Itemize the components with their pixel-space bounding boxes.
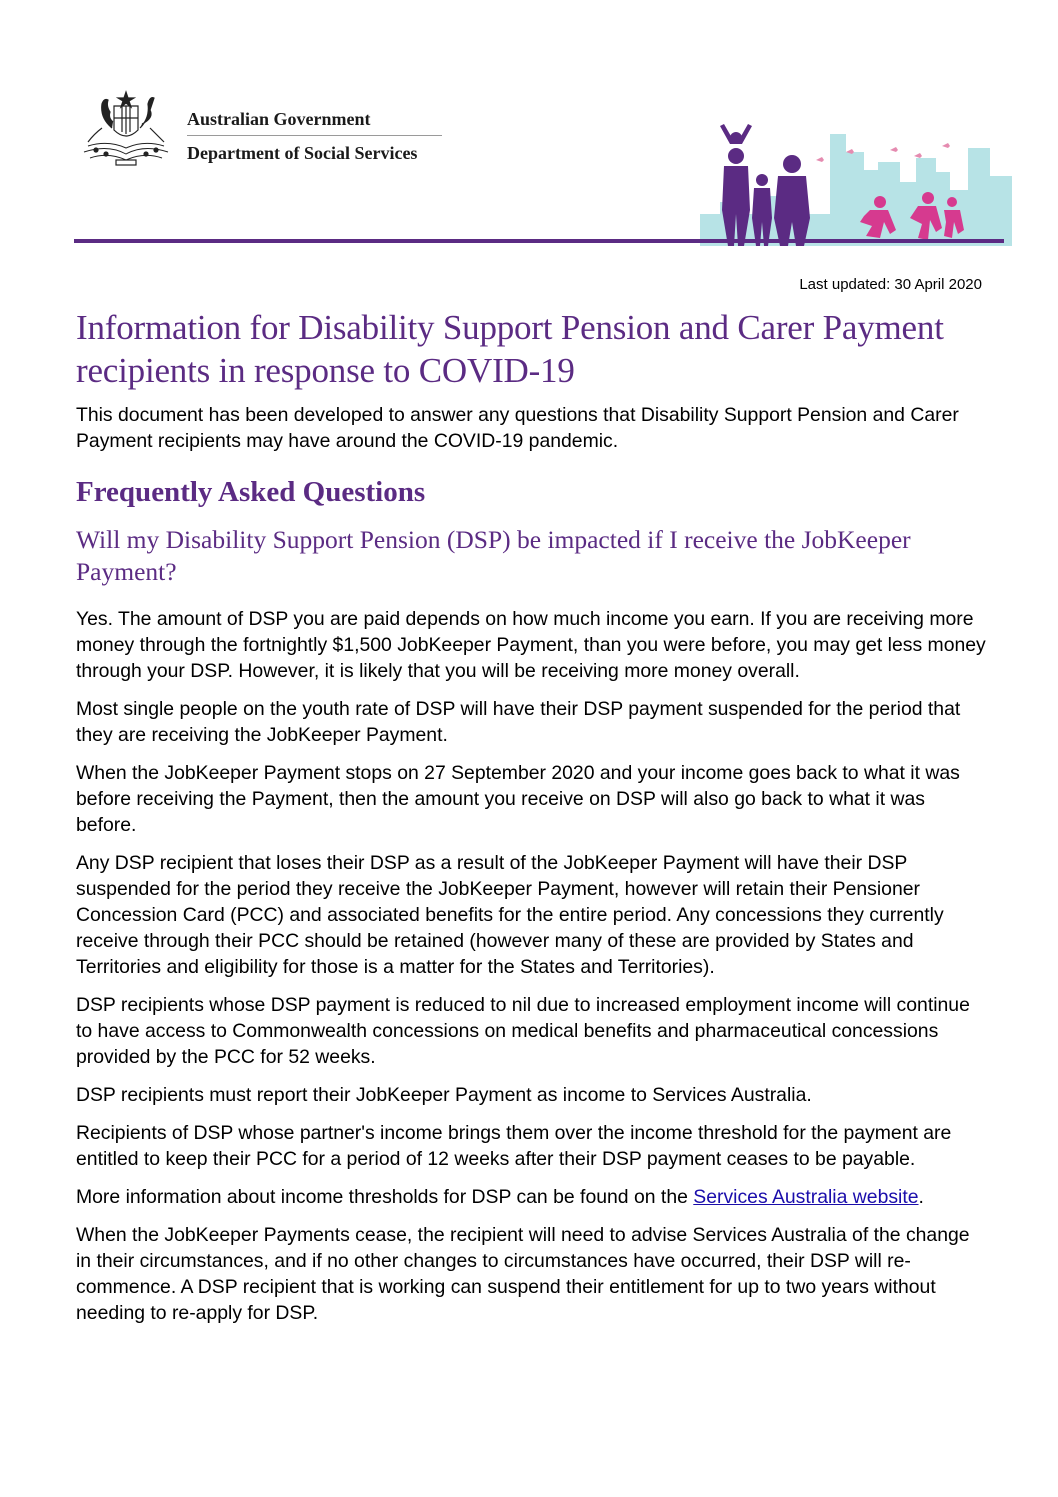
answer-paragraph: DSP recipients whose DSP payment is reduced to nil due to increased employment income will continue to have access to Commonwealth concessions on medical benefits and pharmaceutical concessions provided by the PCC for 52 weeks. bbox=[76, 994, 970, 1068]
answer-paragraph: DSP recipients must report their JobKeeper Payment as income to Services Australia. bbox=[76, 1084, 812, 1106]
more-info-paragraph bbox=[76, 1184, 986, 1210]
services-australia-link[interactable]: Services Australia website bbox=[693, 1186, 919, 1208]
family-skyline-illustration bbox=[700, 118, 1012, 246]
last-updated-date: Last updated: 30 April 2020 bbox=[799, 276, 982, 293]
document-title: Information for Disability Support Pension and Carer Payment recipients in response to COVID-19 bbox=[76, 308, 944, 390]
branding-divider bbox=[187, 135, 442, 136]
final-paragraph: When the JobKeeper Payments cease, the recipient will need to advise Services Australia of the change in their circumstances, and if no other changes to circumstances have occurred, their DSP will re-commence. A DSP recipient that is working can suspend their entitlement for up to two years without needing to re-apply for DSP. bbox=[76, 1224, 970, 1324]
more-info-end: . bbox=[918, 1186, 924, 1208]
answer-paragraph: When the JobKeeper Payment stops on 27 September 2020 and your income goes back to what it was before receiving the Payment, then the amount you receive on DSP will also go back to what it was before. bbox=[76, 762, 960, 836]
department-name: Department of Social Services bbox=[187, 143, 418, 163]
coat-of-arms-logo bbox=[78, 88, 174, 168]
header-divider bbox=[74, 239, 1004, 243]
answer-paragraph: Yes. The amount of DSP you are paid depends on how much income you earn. If you are receiving more money through the fortnightly $1,500 JobKeeper Payment, than you were before, you may get less money through your DSP. However, it is likely that you will be receiving more money overall. bbox=[76, 608, 986, 682]
government-branding bbox=[187, 106, 442, 166]
answer-paragraph: Most single people on the youth rate of DSP will have their DSP payment suspended for the period that they are receiving the JobKeeper Payment. bbox=[76, 698, 961, 746]
more-info-text: More information about income thresholds for DSP can be found on the bbox=[76, 1186, 694, 1208]
government-name: Australian Government bbox=[187, 109, 371, 129]
answer-paragraph: Any DSP recipient that loses their DSP as a result of the JobKeeper Payment will have their DSP suspended for the period they receive the JobKeeper Payment, however will retain their Pensioner Concession Card (PCC) and associated benefits for the entire period. Any concessions they currently receive through their PCC should be retained (however many of these are provided by States and Territories and eligibility for those is a matter for the States and Territories). bbox=[76, 852, 944, 978]
faq-heading: Frequently Asked Questions bbox=[76, 476, 426, 508]
answer-paragraph: Recipients of DSP whose partner's income brings them over the income threshold for the payment are entitled to keep their PCC for a period of 12 weeks after their DSP payment ceases to be payable. bbox=[76, 1122, 952, 1170]
intro-paragraph: This document has been developed to answer any questions that Disability Support Pension and Carer Payment recipients may have around the COVID-19 pandemic. bbox=[76, 404, 959, 452]
question-heading: Will my Disability Support Pension (DSP) be impacted if I receive the JobKeeper Payment? bbox=[76, 525, 911, 586]
main-content bbox=[76, 306, 986, 1338]
